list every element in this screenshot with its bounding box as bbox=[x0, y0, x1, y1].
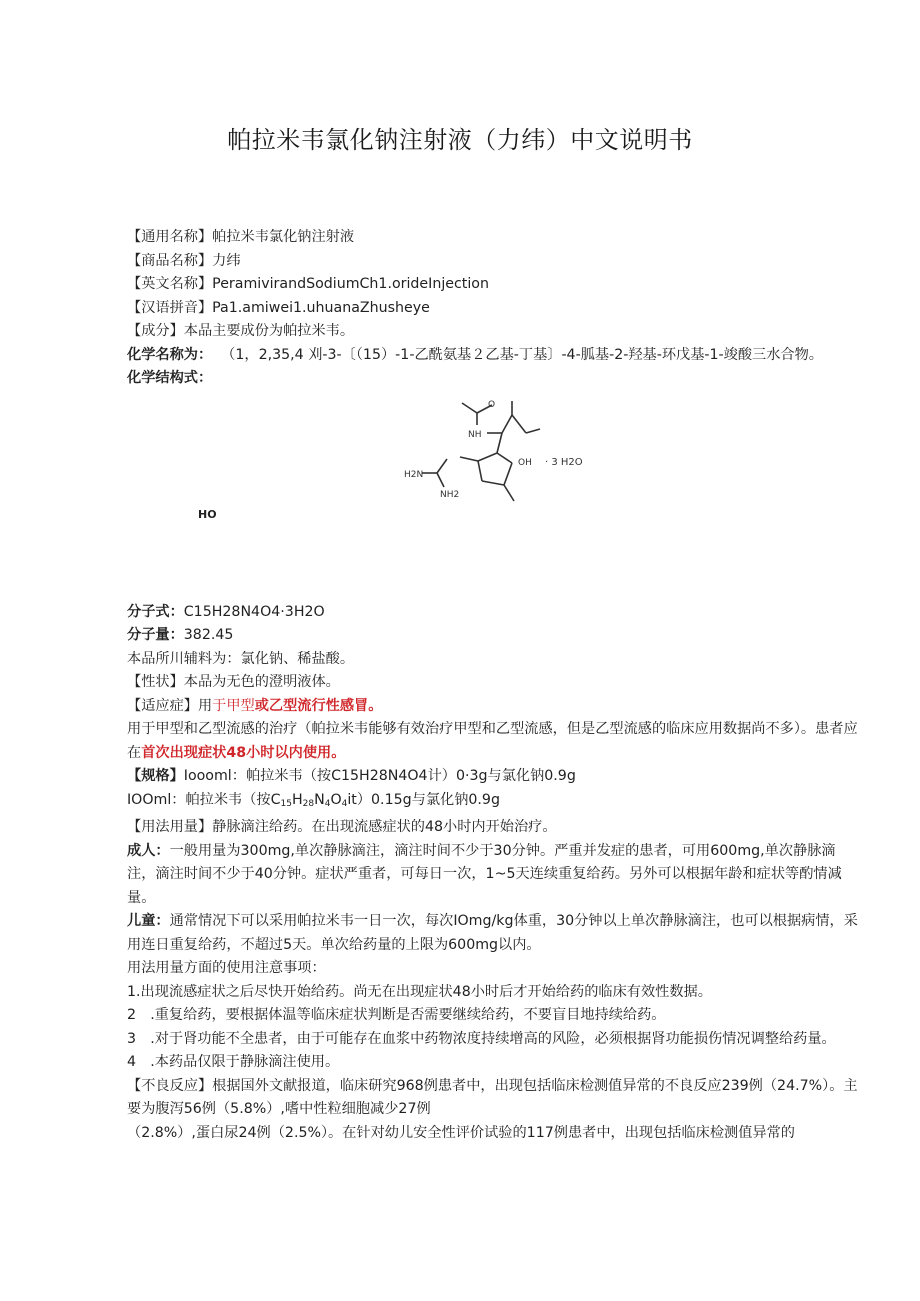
struct-label-nh2: NH2 bbox=[440, 489, 460, 500]
document-body bbox=[127, 226, 859, 1145]
pinyin-line: 【汉语拼音】Pa1.amiwei1.uhuanaZhusheye bbox=[127, 299, 430, 316]
generic-name-line: 【通用名称】帕拉米韦氯化钠注射液 bbox=[127, 229, 355, 245]
struct-label-nh: NH bbox=[468, 429, 482, 440]
note-item: 3 .对于肾功能不全患者，由于可能存在血浆中药物浓度持续增高的风险，必须根据肾功能损伤情况调整给药量。 bbox=[127, 1030, 836, 1047]
brand-name-line: 【商品名称】力纬 bbox=[127, 252, 241, 269]
hydrate-label: · 3 H2O bbox=[545, 456, 583, 468]
notes-title: 用法用量方面的使用注意事项： bbox=[127, 960, 326, 976]
struct-label-h2n: H2N bbox=[404, 469, 424, 480]
spec-line-1: 【规格】Ioooml：帕拉米韦（按C15H28N4O4计）0·3g与氯化钠0.9g bbox=[127, 768, 576, 784]
chemical-name-line: 化学名称为： （1，2,35,4 刈-3-〔（15）-1-乙酰氨基２乙基-丁基〕-4-胍基-2-羟基-环戊基-1-竣酸三水合物。 bbox=[127, 346, 823, 363]
excipients-line: 本品所川辅料为：氯化钠、稀盐酸。 bbox=[127, 650, 355, 667]
appearance-line: 【性状】本品为无色的澄明液体。 bbox=[127, 674, 340, 690]
ho-label: HO bbox=[198, 507, 217, 521]
adverse-line-2: （2.8%）,蛋白尿24例（2.5%）。在针对幼儿安全性评价试验的117例患者中，出现包括临床检测值异常的 bbox=[127, 1124, 795, 1141]
ingredient-line: 【成分】本品主要成份为帕拉米韦。 bbox=[127, 323, 355, 339]
child-dosage: 儿童：通常情况下可以采用帕拉米韦一日一次，每次IOmg∕kg体重，30分钟以上单次静脉滴注，也可以根据病情，采用连日重复给药，不超过5天。单次给药量的上限为600mg以内。 bbox=[127, 913, 858, 953]
adverse-line-1: 【不良反应】根据国外文献报道，临床研究968例患者中，出现包括临床检测值异常的不良反应239例（24.7%）。主要为腹泻56例（5.8%）,嗜中性粒细胞减少27例 bbox=[127, 1077, 858, 1117]
usage-line: 【用法用量】静脉滴注给药。在出现流感症状的48小时内开始治疗。 bbox=[127, 819, 557, 835]
chemical-structure-label: 化学结构式： bbox=[127, 370, 213, 386]
weight-line: 分子量：382.45 bbox=[127, 627, 234, 643]
indication-line: 【适应症】用于甲型或乙型流行性感冒。 bbox=[127, 697, 383, 714]
note-item: 2 .重复给药，要根据体温等临床症状判断是否需要继续给药，不要盲目地持续给药。 bbox=[127, 1007, 666, 1023]
indication-detail: 用于甲型和乙型流感的治疗（帕拉米韦能够有效治疗甲型和乙型流感，但是乙型流感的临床应用数据尚不多）。患者应在首次出现症状48小时以内使用。 bbox=[127, 721, 858, 761]
chemical-structure-area bbox=[127, 391, 859, 601]
adult-dosage: 成人：一般用量为300mg,单次静脉滴注，滴注时间不少于30分钟。严重并发症的患者，可用600mg,单次静脉滴注，滴注时间不少于40分钟。症状严重者，可每日一次，1~5天连续重复给药。另外可以根据年龄和症状等酌情减量。 bbox=[127, 842, 842, 906]
note-item: 1.出现流感症状之后尽快开始给药。尚无在出现症状48小时后才开始给药的临床有效性数据。 bbox=[127, 983, 712, 1000]
formula-line: 分子式：C15H28N4O4·3H2O bbox=[127, 603, 325, 620]
page-title: 帕拉米韦氯化钠注射液（力纬）中文说明书 bbox=[227, 126, 693, 154]
struct-label-o: O bbox=[488, 399, 496, 410]
note-item: 4 .本药品仅限于静脉滴注使用。 bbox=[127, 1054, 340, 1070]
spec-line-2: IOOml：帕拉米韦（按$C_{15}H_{28}N_4O_4it)0.15g$与氯化钠0.9g bbox=[127, 791, 500, 809]
english-name-line: 【英文名称】PeramivirandSodiumCh1.orideInjection bbox=[127, 276, 489, 292]
struct-label-oh: OH bbox=[518, 457, 532, 468]
